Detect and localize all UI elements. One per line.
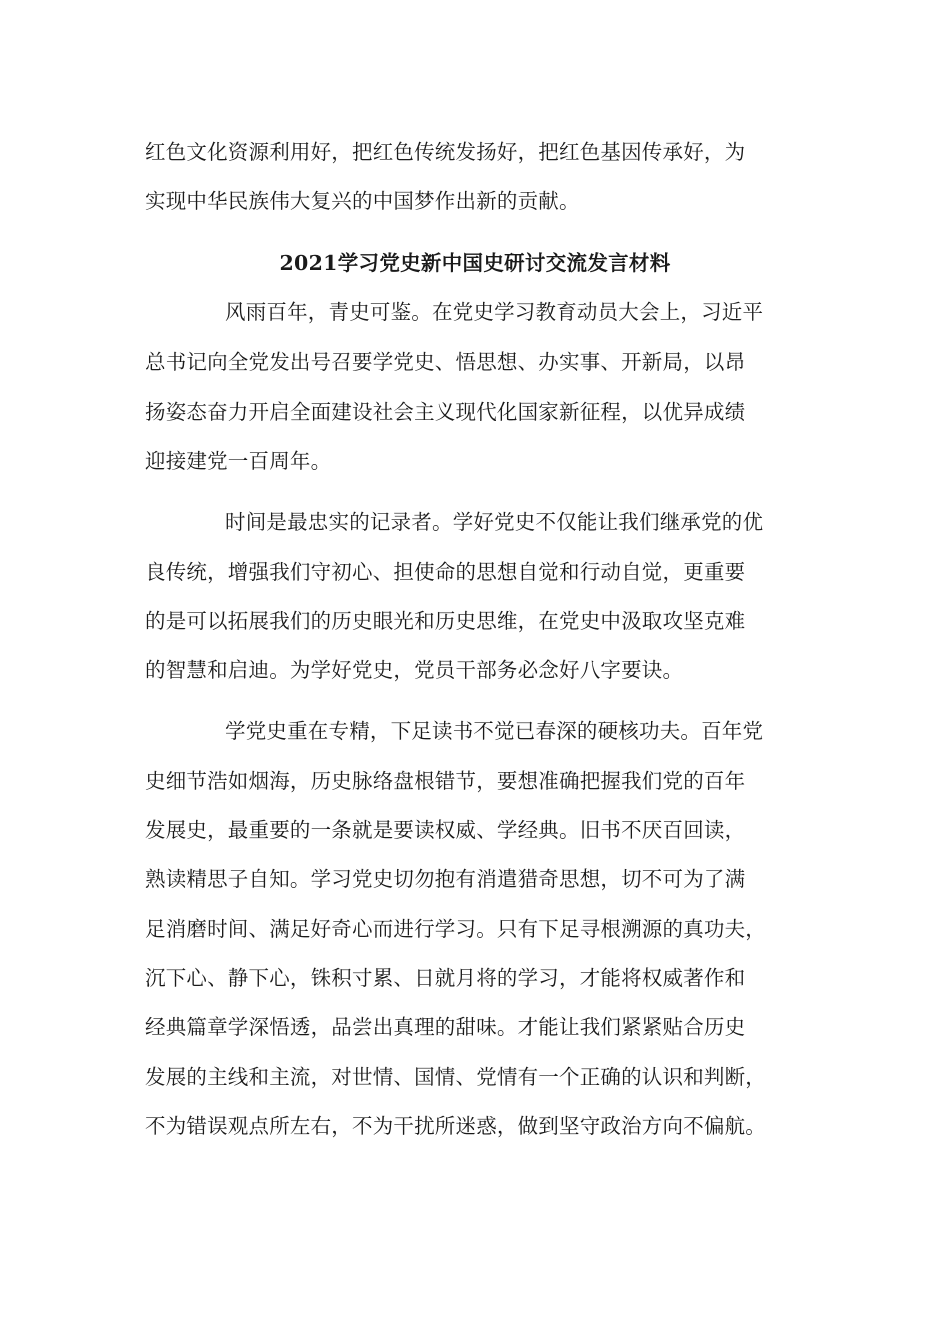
paragraph-line: 经典篇章学深悟透，品尝出真理的甜味。才能让我们紧紧贴合历史	[145, 1015, 746, 1039]
paragraph-line: 沉下心、静下心，铢积寸累、日就月将的学习，才能将权威著作和	[145, 966, 746, 990]
paragraph-line: 熟读精思子自知。学习党史切勿抱有消遣猎奇思想，切不可为了满	[145, 867, 746, 891]
paragraph-line: 扬姿态奋力开启全面建设社会主义现代化国家新征程，以优异成绩	[145, 400, 746, 424]
intro-line: 实现中华民族伟大复兴的中国梦作出新的贡献。	[145, 189, 580, 213]
paragraph-line: 足消磨时间、满足好奇心而进行学习。只有下足寻根溯源的真功夫，	[145, 917, 766, 941]
paragraph-line: 学党史重在专精，下足读书不觉已春深的硬核功夫。百年党	[225, 719, 764, 743]
paragraph-line: 时间是最忠实的记录者。学好党史不仅能让我们继承党的优	[225, 510, 764, 534]
paragraph-line: 总书记向全党发出号召要学党史、悟思想、办实事、开新局，以昂	[145, 350, 746, 374]
paragraph-line: 发展的主线和主流，对世情、国情、党情有一个正确的认识和判断，	[145, 1065, 766, 1089]
paragraph-line: 的是可以拓展我们的历史眼光和历史思维，在党史中汲取攻坚克难	[145, 609, 746, 633]
paragraph-line: 的智慧和启迪。为学好党史，党员干部务必念好八字要诀。	[145, 658, 684, 682]
paragraph-line: 良传统，增强我们守初心、担使命的思想自觉和行动自觉，更重要	[145, 560, 746, 584]
paragraph-line: 迎接建党一百周年。	[145, 449, 332, 473]
paragraph-line: 不为错误观点所左右，不为干扰所迷惑，做到坚守政治方向不偏航。	[145, 1114, 766, 1138]
intro-line: 红色文化资源利用好，把红色传统发扬好，把红色基因传承好，为	[145, 140, 746, 164]
paragraph-line: 发展史，最重要的一条就是要读权威、学经典。旧书不厌百回读，	[145, 818, 746, 842]
document-title: 2021学习党史新中国史研讨交流发言材料	[279, 251, 671, 275]
paragraph-line: 风雨百年，青史可鉴。在党史学习教育动员大会上，习近平	[225, 300, 764, 324]
paragraph-line: 史细节浩如烟海，历史脉络盘根错节，要想准确把握我们党的百年	[145, 769, 746, 793]
